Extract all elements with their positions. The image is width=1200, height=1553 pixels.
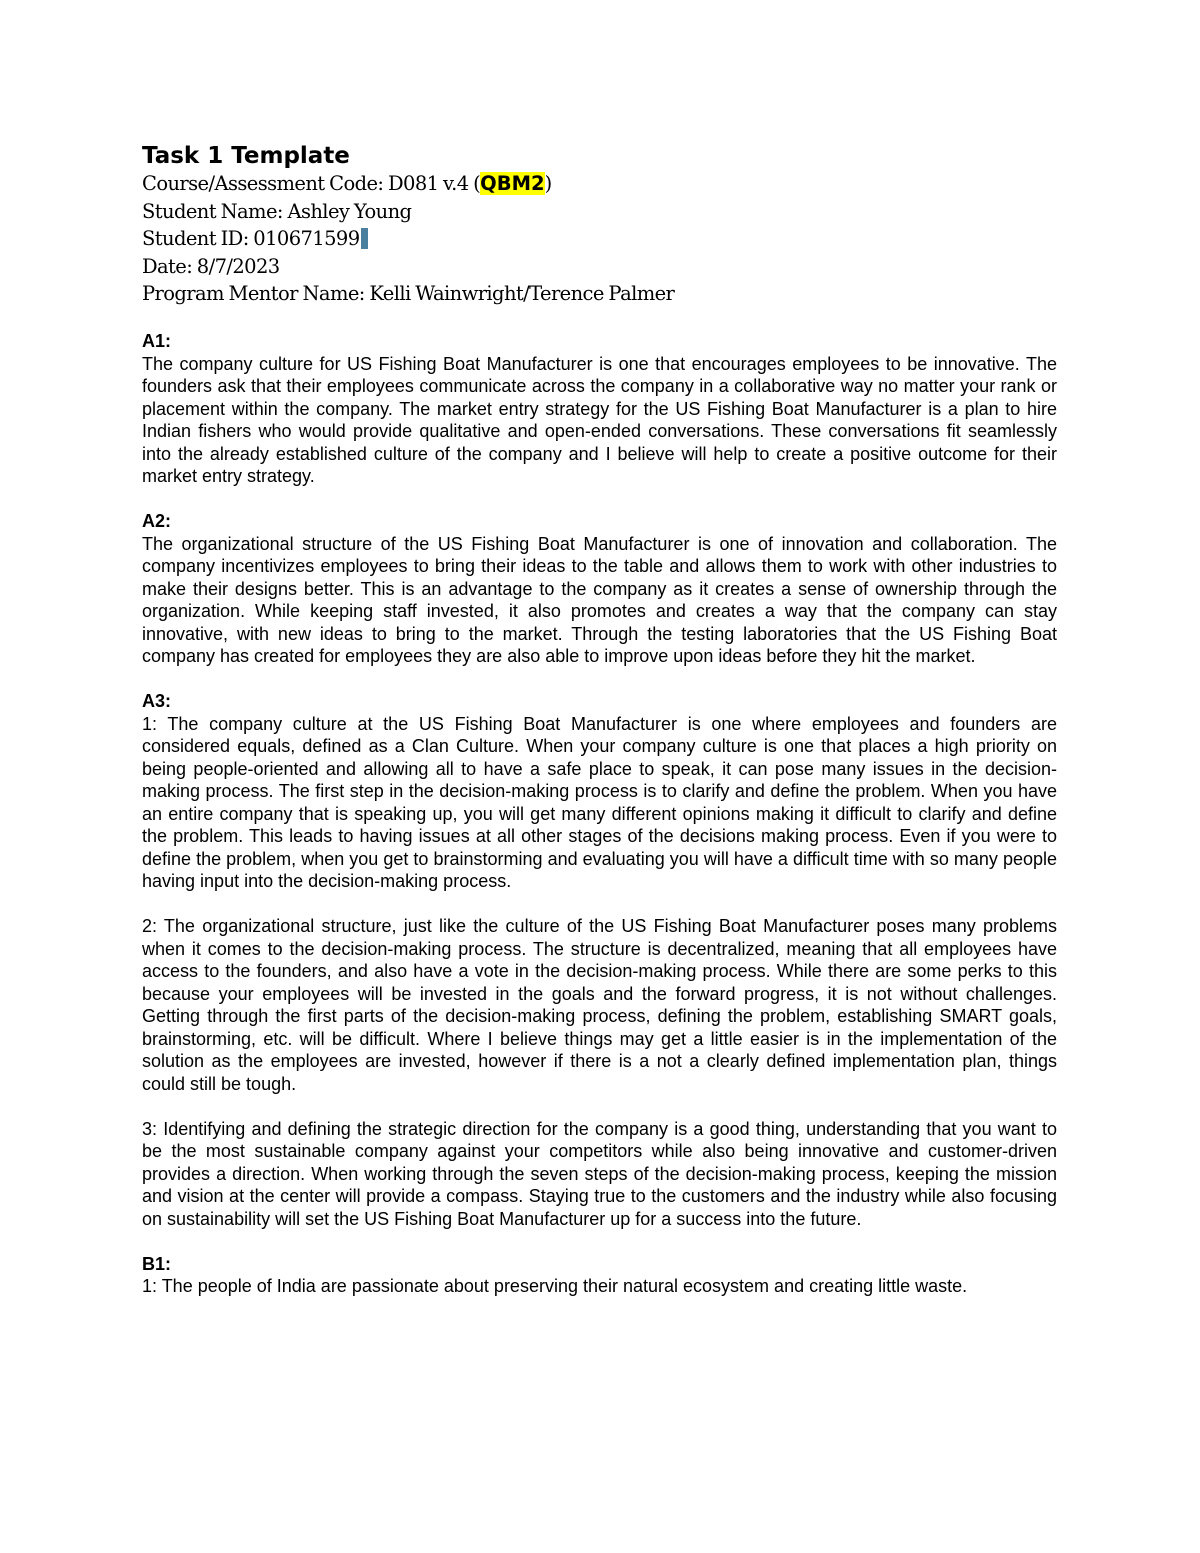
section-a2 (142, 510, 1057, 668)
section-b1 (142, 1253, 1057, 1298)
course-code-prefix: Course/Assessment Code: D081 v.4 ( (142, 172, 481, 195)
course-code-suffix: ) (544, 172, 552, 195)
student-id-text: Student ID: 010671599 (142, 227, 360, 250)
course-code-highlight: QBM2 (480, 172, 545, 195)
document-meta (142, 170, 1057, 308)
course-code-line (142, 170, 1057, 198)
section-heading: A3: (142, 691, 172, 711)
section-heading: B1: (142, 1253, 172, 1274)
section-a3 (142, 690, 1057, 1230)
paragraph: The organizational structure of the US Fishing Boat Manufacturer is one of innovation and collaboration. The company incentivizes employees to bring their ideas to the table and allows them to work with other industries to make their designs better. This is an advantage to the company as it creates a sense of ownership through the organization. While keeping staff invested, it also promotes and creates a way that the company can stay innovative, with new ideas to bring to the market. Through the testing laboratories that the US Fishing Boat company has created for employees they are also able to improve upon ideas before they hit the market. (142, 533, 1057, 666)
paragraph: 2: The organizational structure, just like the culture of the US Fishing Boat Manufacturer poses many problems when it comes to the decision-making process. The structure is decentralized, meaning that all employees have access to the founders, and also have a vote in the decision-making process. While there are some perks to this because your employees will be invested in the goals and the forward progress, it is not without challenges. Getting through the first parts of the decision-making process, defining the problem, establishing SMART goals, brainstorming, etc. will be difficult. Where I believe things may get a little easier is in the implementation of the solution as the employees are invested, however if there is a not a clearly defined implementation plan, things could still be tough. (142, 916, 1057, 1094)
section-heading: A1: (142, 331, 172, 351)
document-page (142, 142, 1057, 1298)
section-a1 (142, 330, 1057, 488)
section-heading: A2: (142, 511, 172, 531)
paragraph: The company culture for US Fishing Boat Manufacturer is one that encourages employees to be innovative. The founders ask that their employees communicate across the company in a collaborative way no matter your rank or placement within the company. The market entry strategy for the US Fishing Boat Manufacturer is a plan to hire Indian fishers who would provide qualitative and open-ended conversations. These conversations fit seamlessly into the already established culture of the company and I believe will help to create a positive outcome for their market entry strategy. (142, 353, 1057, 486)
student-name-line: Student Name: Ashley Young (142, 199, 412, 223)
paragraph: 1: The people of India are passionate about preserving their natural ecosystem and creating little waste. (142, 1276, 968, 1296)
text-cursor (361, 228, 368, 249)
document-title: Task 1 Template (142, 143, 350, 169)
date-line: Date: 8/7/2023 (142, 254, 280, 278)
student-id-line (142, 225, 1057, 253)
paragraph: 3: Identifying and defining the strategic direction for the company is a good thing, understanding that you want to be the most sustainable company against your competitors while also being innovative and customer-driven provides a direction. When working through the seven steps of the decision-making process, keeping the mission and vision at the center will provide a compass. Staying true to the customers and the industry while also focusing on sustainability will set the US Fishing Boat Manufacturer up for a success into the future. (142, 1118, 1057, 1229)
paragraph: 1: The company culture at the US Fishing Boat Manufacturer is one where employees and founders are considered equals, defined as a Clan Culture. When your company culture is one that places a high priority on being people-oriented and allowing all to have a safe place to speak, it can pose many issues in the decision-making process. The first step in the decision-making process is to clarify and define the problem. When you have an entire company that is speaking up, you will get many different opinions making it difficult to clarify and define the problem. This leads to having issues at all other stages of the decisions making process. Even if you were to define the problem, when you get to brainstorming and evaluating you will have a difficult time with so many people having input into the decision-making process. (142, 713, 1057, 891)
mentor-line: Program Mentor Name: Kelli Wainwright/Terence Palmer (142, 282, 675, 305)
